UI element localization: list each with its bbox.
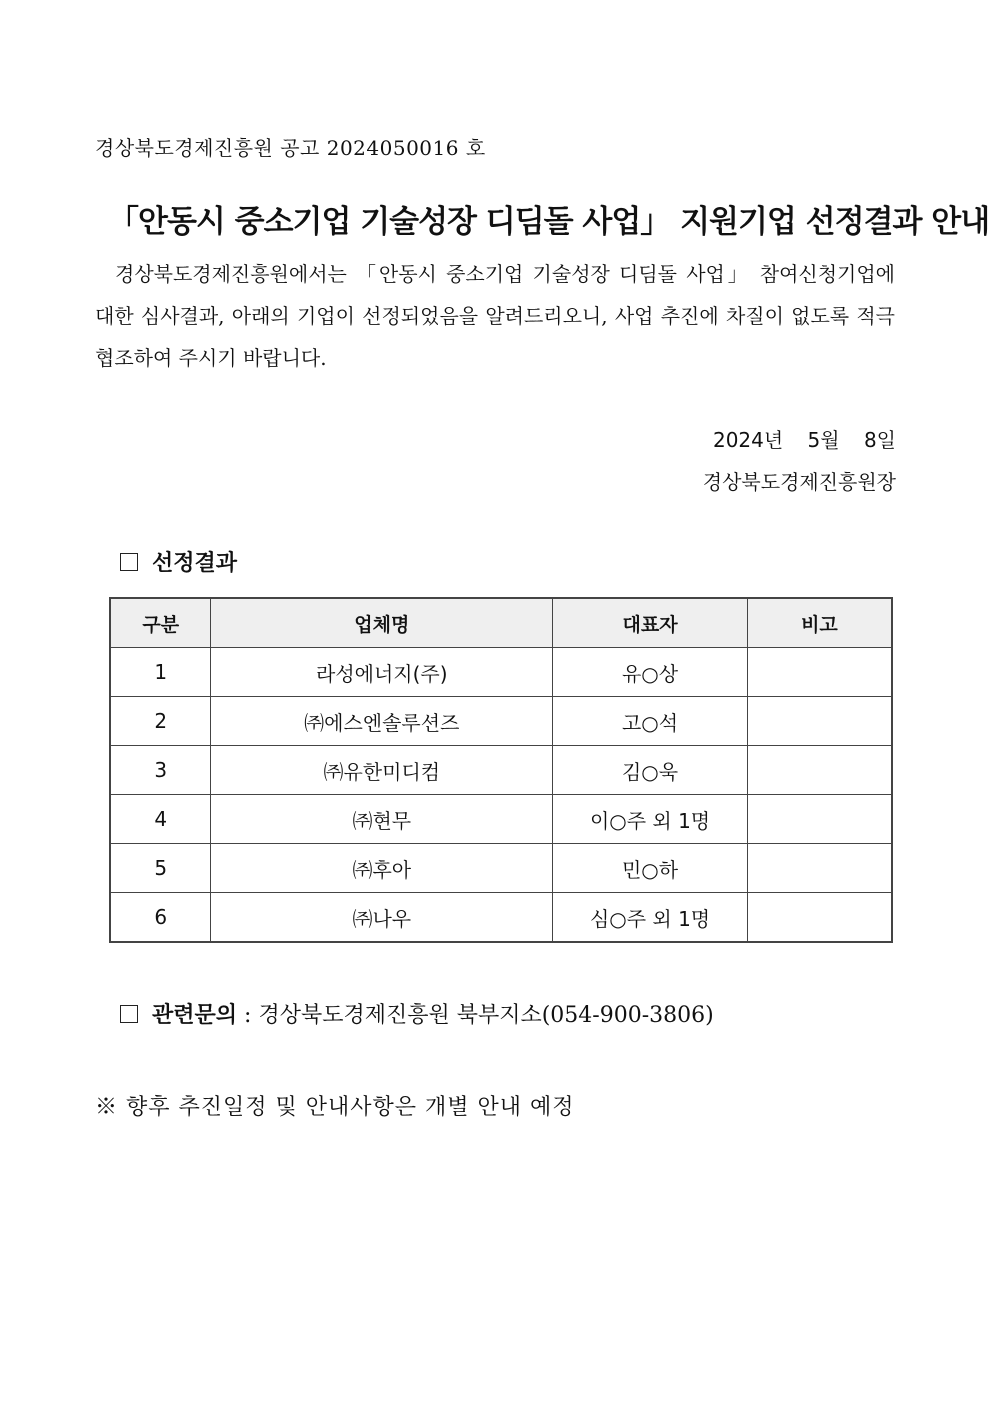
table-row: [110, 844, 892, 893]
cell-representative: 김○욱: [553, 746, 748, 795]
square-bullet-icon: [120, 553, 138, 571]
body-paragraph: 경상북도경제진흥원에서는 「안동시 중소기업 기술성장 디딤돌 사업」 참여신청기업에 대한 심사결과, 아래의 기업이 선정되었음을 알려드리오니, 사업 추진에 차질이 없도록 적극 협조하여 주시기 바랍니다.: [95, 262, 895, 370]
square-bullet-icon: [120, 1005, 138, 1023]
cell-company: ㈜현무: [211, 795, 553, 844]
document-title: 「안동시 중소기업 기술성장 디딤돌 사업」 지원기업 선정결과 안내: [108, 204, 990, 240]
header-representative: 대표자: [553, 598, 748, 648]
cell-company: ㈜나우: [211, 893, 553, 943]
results-table: [109, 597, 893, 943]
cell-company: 라성에너지(주): [211, 648, 553, 697]
notice-number: 경상북도경제진흥원 공고 2024050016 호: [95, 136, 486, 160]
cell-no: 4: [110, 795, 211, 844]
signer: 경상북도경제진흥원장: [702, 470, 896, 494]
cell-representative: 이○주 외 1명: [553, 795, 748, 844]
table-row: [110, 893, 892, 943]
header-no: 구분: [110, 598, 211, 648]
cell-no: 5: [110, 844, 211, 893]
table-row: [110, 697, 892, 746]
issue-date: [713, 424, 896, 453]
cell-representative: 유○상: [553, 648, 748, 697]
cell-representative: 심○주 외 1명: [553, 893, 748, 943]
header-company: 업체명: [211, 598, 553, 648]
contact-value: 경상북도경제진흥원 북부지소(054-900-3806): [258, 1003, 714, 1028]
table-row: [110, 648, 892, 697]
cell-no: 3: [110, 746, 211, 795]
cell-representative: 민○하: [553, 844, 748, 893]
cell-no: 6: [110, 893, 211, 943]
section-title: 선정결과: [152, 550, 238, 576]
table-row: [110, 746, 892, 795]
cell-note: [747, 697, 892, 746]
cell-no: 1: [110, 648, 211, 697]
issue-date-day: 8일: [863, 428, 896, 452]
cell-company: ㈜유한미디컴: [211, 746, 553, 795]
table-header-row: [110, 598, 892, 648]
contact-info: [120, 998, 714, 1029]
cell-note: [747, 648, 892, 697]
issue-date-month: 5월: [807, 428, 840, 452]
header-note: 비고: [747, 598, 892, 648]
cell-company: ㈜후아: [211, 844, 553, 893]
cell-note: [747, 795, 892, 844]
footnote: ※ 향후 추진일정 및 안내사항은 개별 안내 예정: [95, 1095, 575, 1120]
cell-note: [747, 893, 892, 943]
cell-note: [747, 746, 892, 795]
contact-separator: :: [244, 1003, 252, 1028]
section-heading-results: [120, 546, 237, 577]
contact-label: 관련문의: [152, 1002, 238, 1028]
cell-representative: 고○석: [553, 697, 748, 746]
cell-note: [747, 844, 892, 893]
cell-company: ㈜에스엔솔루션즈: [211, 697, 553, 746]
issue-date-year: 2024년: [712, 428, 784, 452]
table-row: [110, 795, 892, 844]
cell-no: 2: [110, 697, 211, 746]
